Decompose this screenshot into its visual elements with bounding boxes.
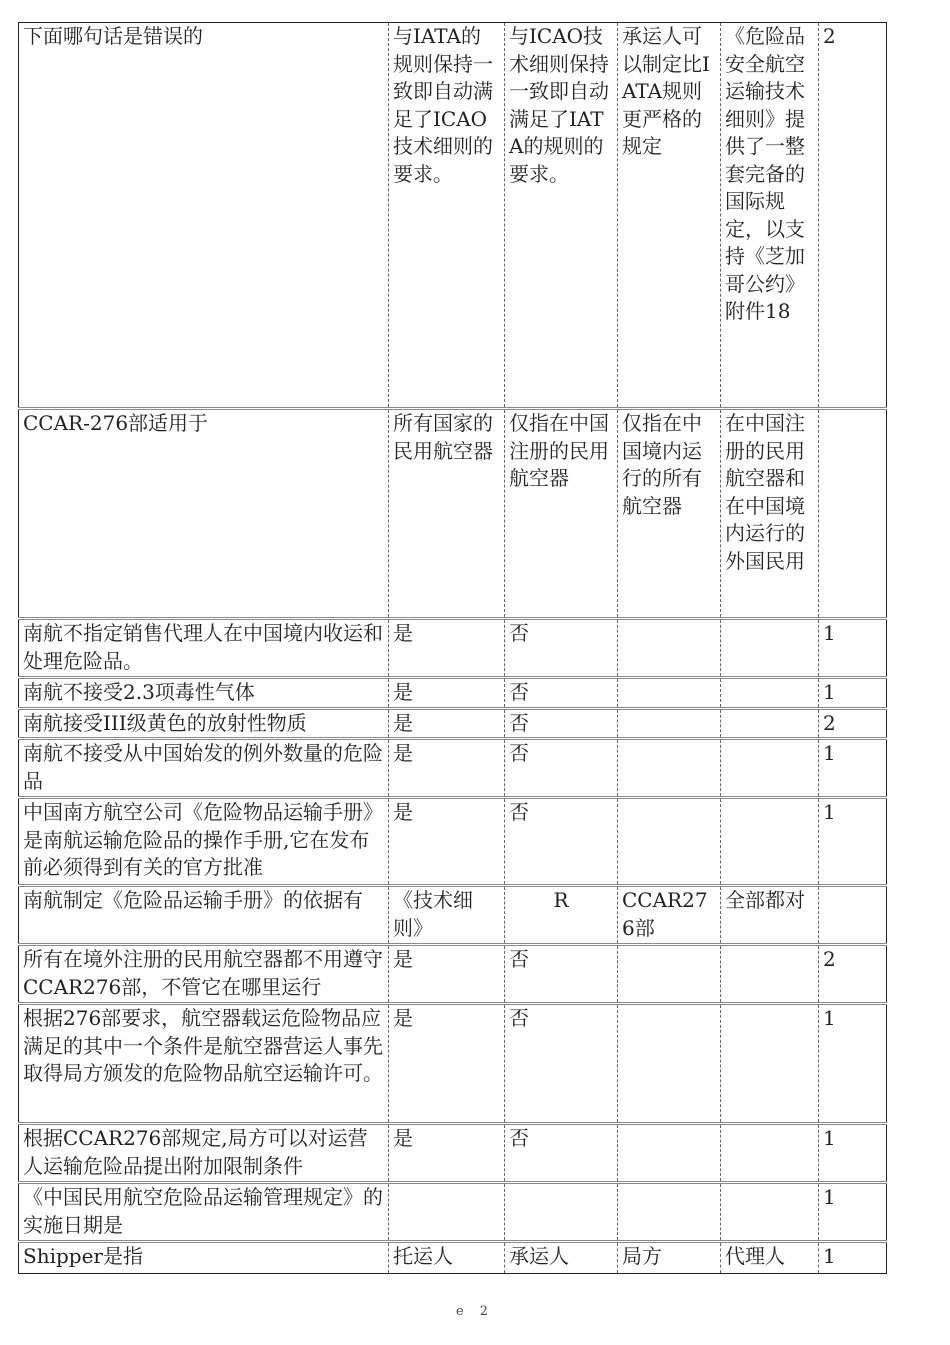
option-c-cell: CCAR276部 (618, 886, 721, 945)
option-b-cell: 承运人 (505, 1242, 618, 1274)
option-b-cell: 否 (505, 945, 618, 1004)
option-c-cell: 局方 (618, 1242, 721, 1274)
question-cell: 根据CCAR276部规定,局方可以对运营人运输危险品提出附加限制条件 (19, 1124, 389, 1183)
question-cell: 根据276部要求，航空器载运危险物品应满足的其中一个条件是航空器营运人事先取得局方颁发的危险物品航空运输许可。 (19, 1004, 389, 1124)
question-cell: 下面哪句话是错误的 (19, 23, 389, 409)
answer-cell: 2 (819, 23, 887, 409)
option-d-cell: 代理人 (721, 1242, 819, 1274)
answer-cell: 1 (819, 619, 887, 678)
option-d-cell (721, 619, 819, 678)
option-c-cell (618, 945, 721, 1004)
answer-cell (819, 409, 887, 619)
option-c-cell (618, 739, 721, 798)
option-a-cell: 《技术细则》 (389, 886, 505, 945)
option-a-cell: 是 (389, 798, 505, 886)
question-cell: 《中国民用航空危险品运输管理规定》的实施日期是 (19, 1183, 389, 1242)
option-b-cell: R (505, 886, 618, 945)
answer-cell: 1 (819, 798, 887, 886)
question-table (18, 22, 887, 1274)
option-b-cell: 否 (505, 739, 618, 798)
answer-cell: 2 (819, 945, 887, 1004)
answer-cell: 1 (819, 1242, 887, 1274)
option-d-cell: 全部都对 (721, 886, 819, 945)
question-cell: Shipper是指 (19, 1242, 389, 1274)
option-a-cell: 是 (389, 619, 505, 678)
answer-cell: 1 (819, 1004, 887, 1124)
option-d-cell (721, 798, 819, 886)
option-b-cell: 否 (505, 708, 618, 739)
question-cell: 南航不接受2.3项毒性气体 (19, 678, 389, 709)
question-sheet (18, 22, 886, 1274)
table-row (19, 1004, 887, 1124)
option-b-cell: 否 (505, 798, 618, 886)
question-cell: 南航不接受从中国始发的例外数量的危险品 (19, 739, 389, 798)
question-cell: CCAR-276部适用于 (19, 409, 389, 619)
option-b-cell: 否 (505, 619, 618, 678)
option-c-cell (618, 619, 721, 678)
option-d-cell (721, 1004, 819, 1124)
option-a-cell (389, 1183, 505, 1242)
option-a-cell: 是 (389, 1004, 505, 1124)
answer-cell: 1 (819, 1124, 887, 1183)
table-row (19, 678, 887, 709)
table-row (19, 1242, 887, 1274)
option-b-cell: 仅指在中国注册的民用航空器 (505, 409, 618, 619)
option-c-cell (618, 1183, 721, 1242)
table-row (19, 409, 887, 619)
table-row (19, 1183, 887, 1242)
option-c-cell: 承运人可以制定比IATA规则更严格的规定 (618, 23, 721, 409)
table-row (19, 23, 887, 409)
option-b-cell: 否 (505, 1124, 618, 1183)
option-a-cell: 是 (389, 708, 505, 739)
answer-cell: 1 (819, 1183, 887, 1242)
question-cell: 南航制定《危险品运输手册》的依据有 (19, 886, 389, 945)
answer-cell: 1 (819, 739, 887, 798)
option-a-cell: 是 (389, 945, 505, 1004)
option-c-cell (618, 678, 721, 709)
table-row (19, 886, 887, 945)
option-d-cell (721, 1183, 819, 1242)
table-row (19, 945, 887, 1004)
option-d-cell (721, 708, 819, 739)
option-d-cell: 在中国注册的民用航空器和在中国境内运行的外国民用 (721, 409, 819, 619)
answer-cell: 1 (819, 678, 887, 709)
option-a-cell: 所有国家的民用航空器 (389, 409, 505, 619)
table-row (19, 1124, 887, 1183)
option-d-cell (721, 678, 819, 709)
option-d-cell (721, 739, 819, 798)
option-d-cell: 《危险品安全航空运输技术细则》提供了一整套完备的国际规定，以支持《芝加哥公约》附件18 (721, 23, 819, 409)
table-row (19, 798, 887, 886)
page-footer: e 2 (455, 1304, 495, 1319)
option-b-cell: 与ICAO技术细则保持一致即自动满足了IATA的规则的要求。 (505, 23, 618, 409)
option-c-cell (618, 798, 721, 886)
question-cell: 南航接受III级黄色的放射性物质 (19, 708, 389, 739)
option-a-cell: 是 (389, 678, 505, 709)
option-a-cell: 与IATA的规则保持一致即自动满足了ICAO技术细则的要求。 (389, 23, 505, 409)
answer-cell: 2 (819, 708, 887, 739)
option-d-cell (721, 1124, 819, 1183)
table-row (19, 619, 887, 678)
question-cell: 中国南方航空公司《危险物品运输手册》是南航运输危险品的操作手册,它在发布前必须得到有关的官方批准 (19, 798, 389, 886)
option-c-cell (618, 1004, 721, 1124)
table-row (19, 739, 887, 798)
answer-cell (819, 886, 887, 945)
option-a-cell: 托运人 (389, 1242, 505, 1274)
table-row (19, 708, 887, 739)
option-c-cell (618, 708, 721, 739)
option-d-cell (721, 945, 819, 1004)
option-c-cell: 仅指在中国境内运行的所有航空器 (618, 409, 721, 619)
option-b-cell: 否 (505, 678, 618, 709)
option-b-cell: 否 (505, 1004, 618, 1124)
option-c-cell (618, 1124, 721, 1183)
option-b-cell (505, 1183, 618, 1242)
option-a-cell: 是 (389, 1124, 505, 1183)
option-a-cell: 是 (389, 739, 505, 798)
question-cell: 所有在境外注册的民用航空器都不用遵守CCAR276部，不管它在哪里运行 (19, 945, 389, 1004)
question-cell: 南航不指定销售代理人在中国境内收运和处理危险品。 (19, 619, 389, 678)
